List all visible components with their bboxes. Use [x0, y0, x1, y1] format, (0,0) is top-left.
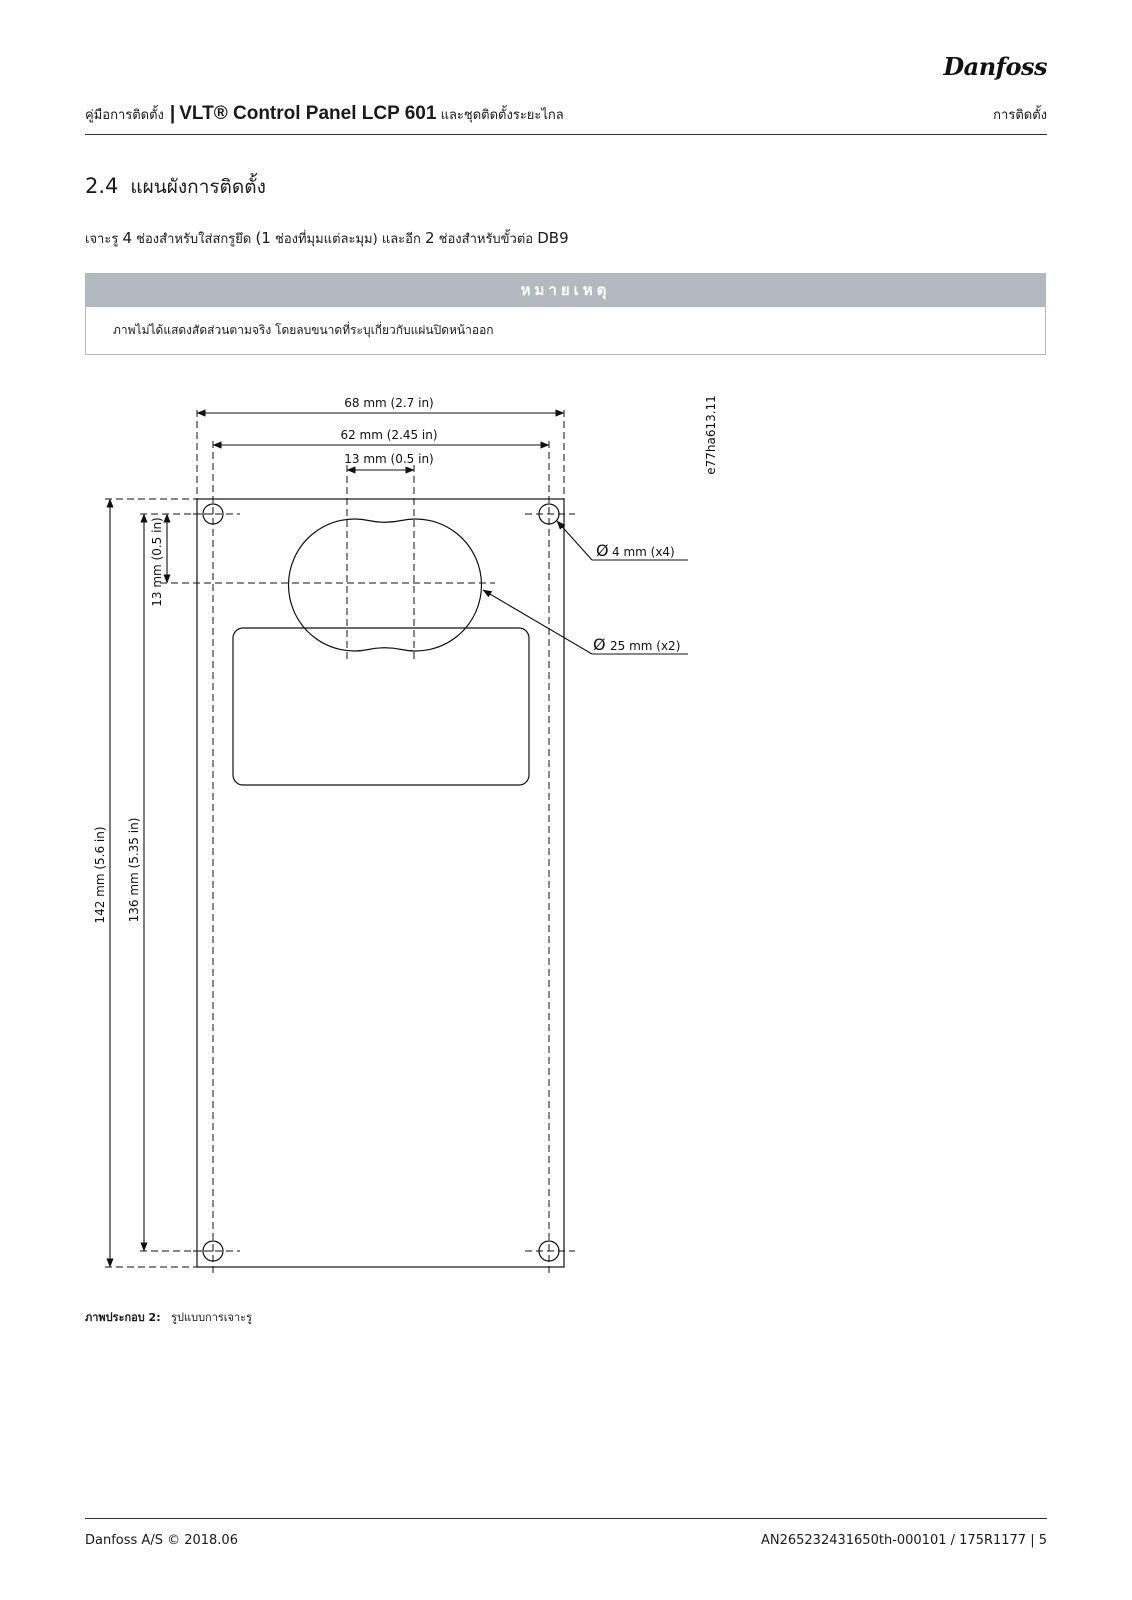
intro-text-3: (1: [255, 229, 271, 247]
intro-db9: DB9: [537, 229, 569, 247]
diameter-icon: Ø: [593, 635, 606, 654]
dim-13-side-label: 13 mm (0.5 in): [150, 517, 164, 607]
footer-doc-number: AN265232431650th-000101 / 175R1177 | 5: [760, 1533, 1047, 1548]
dim-142-label: 142 mm (5.6 in): [93, 826, 107, 924]
intro-text-6: ช่องสำหรับขั้วต่อ: [438, 232, 534, 247]
caption-text: รูปแบบการเจาะรู: [171, 1311, 252, 1324]
section-title: แผนผังการติดตั้ง: [130, 176, 266, 198]
header-product: VLT® Control Panel LCP 601: [179, 103, 437, 124]
dim-13-top-label: 13 mm (0.5 in): [344, 452, 434, 466]
danfoss-logo: Danfoss: [943, 52, 1047, 81]
intro-text-5: และอีก: [381, 232, 421, 247]
header-suffix: และชุดติดตั้งระยะไกล: [440, 108, 564, 123]
intro-number-1: 4: [122, 229, 133, 247]
dim-136-label: 136 mm (5.35 in): [127, 817, 141, 923]
header-section: การติดตั้ง: [993, 108, 1047, 123]
connector-cutout: [289, 519, 482, 651]
footer-copyright: Danfoss A/S © 2018.06: [85, 1533, 238, 1548]
display-cutout: [233, 628, 529, 785]
header-prefix: คู่มือการติดตั้ง: [85, 108, 164, 123]
hole-4mm-label: 4 mm (x4): [612, 545, 675, 559]
intro-text-2: ช่องสำหรับใส่สกรูยึด: [136, 232, 252, 247]
dim-68-label: 68 mm (2.7 in): [344, 396, 434, 410]
intro-text-1: เจาะรู: [85, 232, 119, 247]
section-number: 2.4: [85, 174, 119, 198]
diameter-icon: Ø: [596, 541, 609, 560]
caption-label: ภาพประกอบ 2:: [85, 1311, 161, 1324]
note-heading: หมายเหตุ: [86, 274, 1045, 307]
note-body: ภาพไม่ได้แสดงสัดส่วนตามจริง โดยลบขนาดที่ระบุเกี่ยวกับแผ่นปิดหน้าออก: [113, 323, 494, 337]
dim-62-label: 62 mm (2.45 in): [340, 428, 438, 442]
page-footer: [85, 1518, 1047, 1548]
center-lines: [105, 410, 575, 1275]
intro-text-4: ช่องที่มุมแต่ละมุม): [275, 232, 378, 247]
drawing-id: e77ha613.11: [704, 395, 718, 475]
hole-25mm-label: 25 mm (x2): [610, 639, 681, 653]
intro-number-2: 2: [424, 229, 435, 247]
figure-caption: [85, 1308, 252, 1326]
panel-outline: [197, 499, 564, 1267]
header-separator: |: [169, 103, 176, 124]
